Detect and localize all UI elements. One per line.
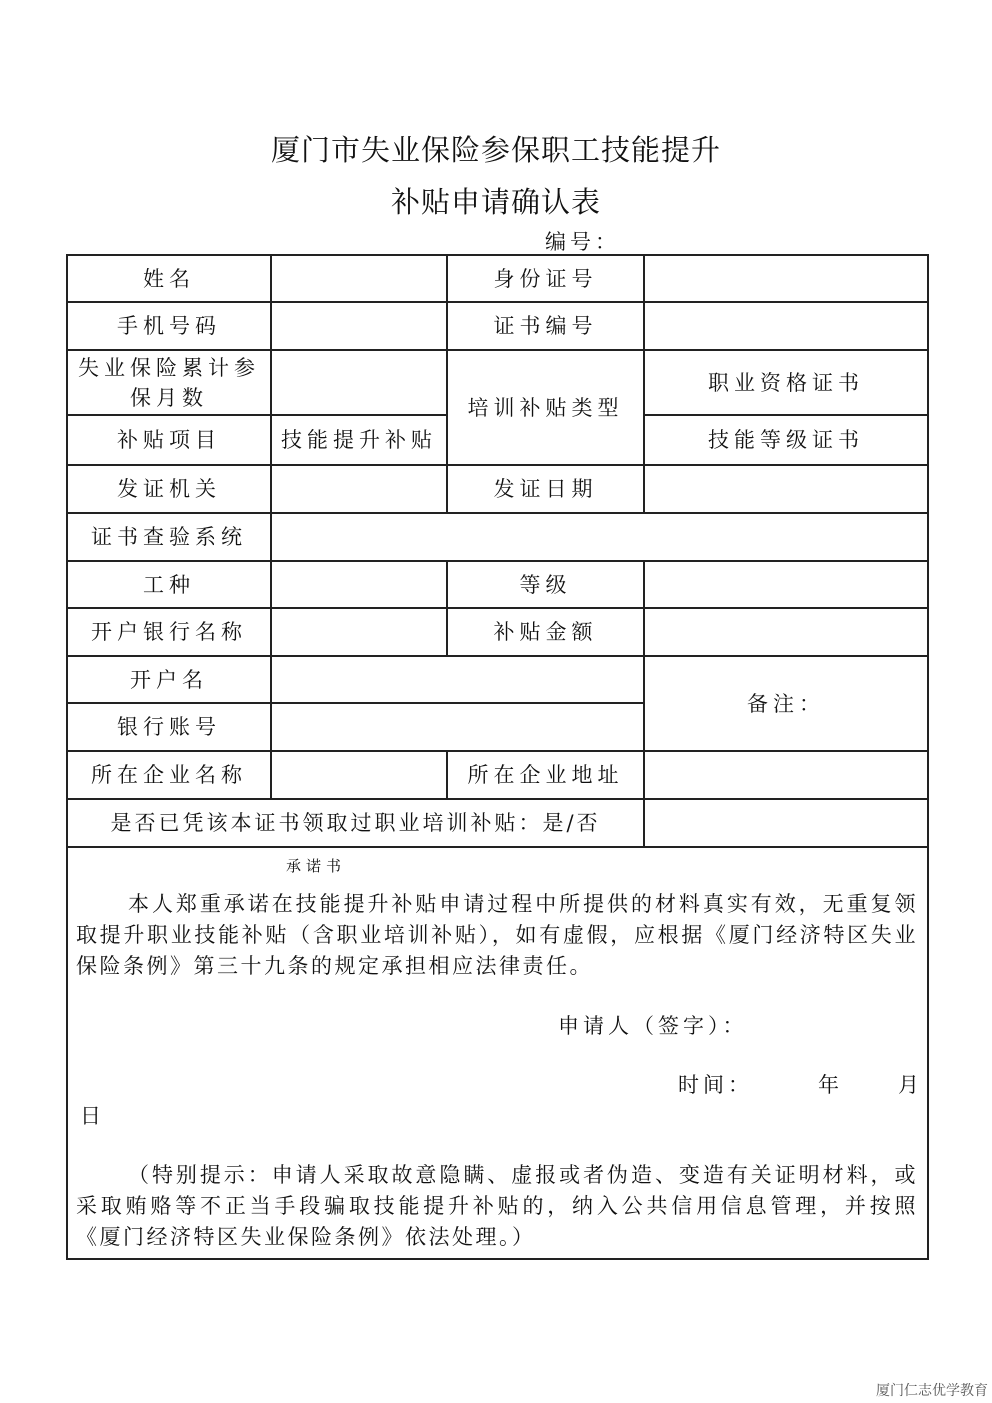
cert-check-system-label: 证书查验系统 bbox=[67, 513, 271, 561]
account-name-label: 开户名 bbox=[67, 656, 271, 703]
id-number-label: 身份证号 bbox=[447, 255, 644, 302]
pledge-heading: 承诺书 bbox=[286, 857, 347, 875]
bank-name-label: 开户银行名称 bbox=[67, 608, 271, 656]
day-label: 日 bbox=[80, 1104, 105, 1128]
level-label: 等级 bbox=[447, 561, 644, 608]
pledge-body: 本人郑重承诺在技能提升补贴申请过程中所提供的材料真实有效，无重复领取提升职业技能补贴（含职业培训补贴），如有虚假，应根据《厦门经济特区失业保险条例》第三十九条的规定承担相应法律责任。 bbox=[76, 892, 918, 978]
issuing-authority-label: 发证机关 bbox=[67, 465, 271, 513]
account-name-field[interactable] bbox=[271, 656, 644, 703]
company-address-label: 所在企业地址 bbox=[447, 751, 644, 799]
remark-label: 备注： bbox=[747, 691, 825, 716]
phone-field[interactable] bbox=[271, 302, 447, 350]
company-name-label: 所在企业名称 bbox=[67, 751, 271, 799]
month-label: 月 bbox=[898, 1073, 923, 1097]
subsidy-type-label: 培训补贴类型 bbox=[447, 350, 644, 465]
name-label: 姓名 bbox=[67, 255, 271, 302]
cert-number-field[interactable] bbox=[644, 302, 928, 350]
cert-number-label: 证书编号 bbox=[447, 302, 644, 350]
level-field[interactable] bbox=[644, 561, 928, 608]
name-field[interactable] bbox=[271, 255, 447, 302]
company-address-field[interactable] bbox=[644, 751, 928, 799]
bank-account-field[interactable] bbox=[271, 703, 644, 751]
watermark: 厦门仁志优学教育 bbox=[876, 1383, 988, 1399]
claimed-before-question: 是否已凭该本证书领取过职业培训补贴：是/否 bbox=[67, 799, 644, 847]
claimed-before-field[interactable] bbox=[644, 799, 928, 847]
year-label: 年 bbox=[818, 1073, 843, 1097]
form-title-line-1: 厦门市失业保险参保职工技能提升 bbox=[270, 133, 721, 167]
subsidy-amount-field[interactable] bbox=[644, 608, 928, 656]
signature-label: 申请人（签字）： bbox=[558, 1014, 748, 1038]
phone-label: 手机号码 bbox=[67, 302, 271, 350]
trade-label: 工种 bbox=[67, 561, 271, 608]
subsidy-amount-label: 补贴金额 bbox=[447, 608, 644, 656]
subsidy-item-value: 技能提升补贴 bbox=[271, 415, 447, 465]
issue-date-label: 发证日期 bbox=[447, 465, 644, 513]
cert-check-system-field[interactable] bbox=[271, 513, 928, 561]
bank-account-label: 银行账号 bbox=[67, 703, 271, 751]
id-number-field[interactable] bbox=[644, 255, 928, 302]
insured-months-field[interactable] bbox=[271, 350, 447, 415]
form-title-line-2: 补贴申请确认表 bbox=[390, 185, 601, 219]
cert-type-skill-level[interactable]: 技能等级证书 bbox=[644, 415, 928, 465]
time-label: 时间： bbox=[678, 1073, 753, 1097]
trade-field[interactable] bbox=[271, 561, 447, 608]
serial-number-label: 编号： bbox=[545, 230, 620, 254]
application-form-table bbox=[66, 254, 929, 1260]
insured-months-label: 失业保险累计参保月数 bbox=[67, 350, 271, 415]
company-name-field[interactable] bbox=[271, 751, 447, 799]
cert-type-vocational-qualification[interactable]: 职业资格证书 bbox=[644, 350, 928, 415]
bank-name-field[interactable] bbox=[271, 608, 447, 656]
issue-date-field[interactable] bbox=[644, 465, 928, 513]
subsidy-item-label: 补贴项目 bbox=[67, 415, 271, 465]
remark-field[interactable] bbox=[644, 656, 928, 751]
issuing-authority-field[interactable] bbox=[271, 465, 447, 513]
pledge-section bbox=[67, 847, 928, 1259]
special-note: （特别提示：申请人采取故意隐瞒、虚报或者伪造、变造有关证明材料，或采取贿赂等不正当手段骗取技能提升补贴的，纳入公共信用信息管理，并按照《厦门经济特区失业保险条例》依法处理。） bbox=[76, 1163, 918, 1249]
